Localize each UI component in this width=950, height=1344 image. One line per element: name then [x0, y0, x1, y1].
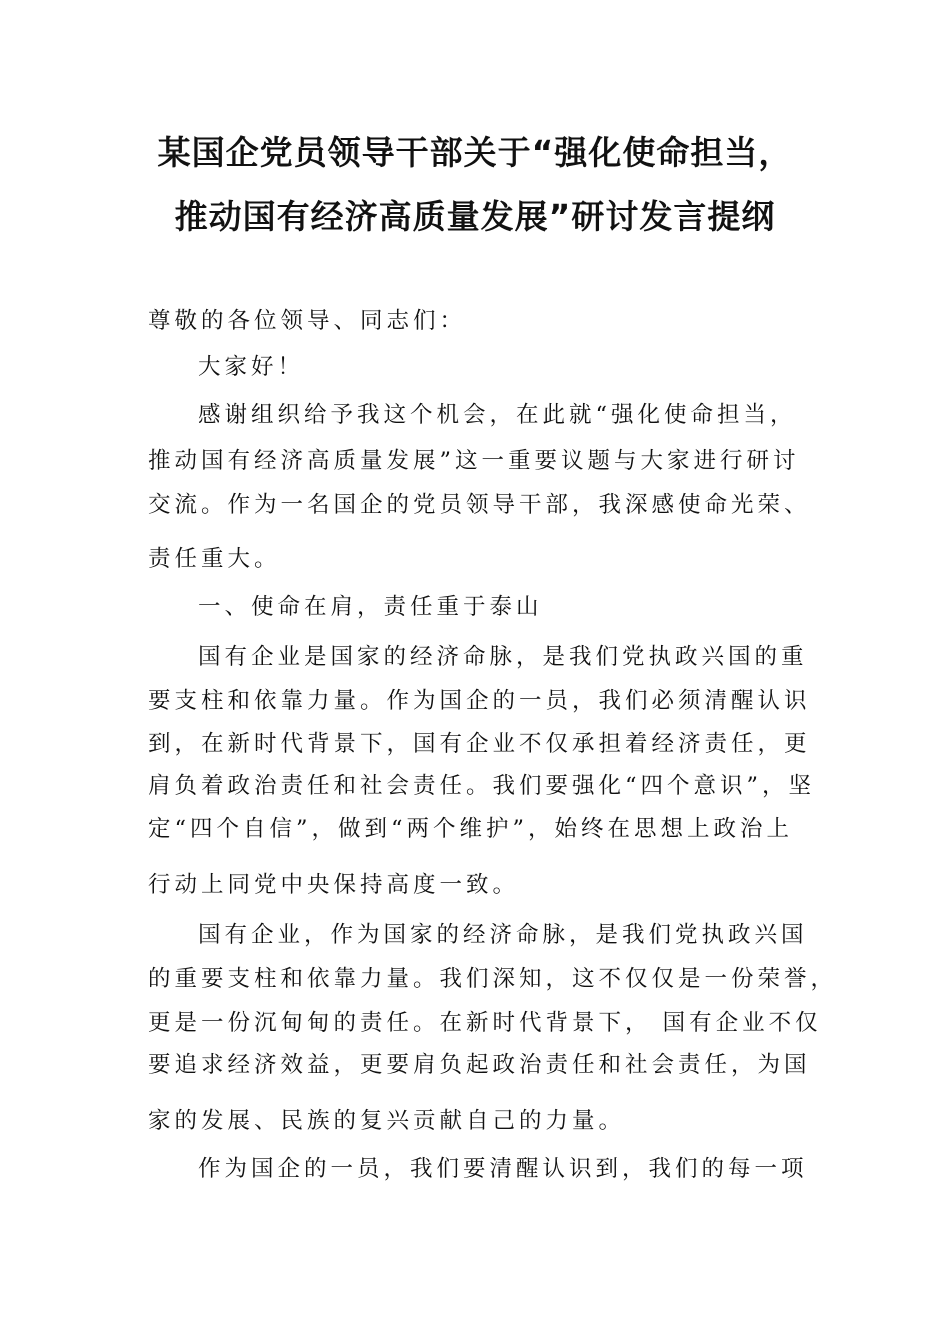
paragraph-line: 要支柱和依靠力量。作为国企的一员，我们必须清醒认识	[148, 688, 811, 714]
paragraph-line: 家的发展、民族的复兴贡献自己的力量。	[148, 1108, 626, 1134]
paragraph-line: 要追求经济效益，更要肩负起政治责任和社会责任，为国	[148, 1052, 811, 1078]
paragraph-line: 国有企业，作为国家的经济命脉，是我们党执政兴国	[198, 922, 808, 948]
paragraph-line: 国有企业是国家的经济命脉，是我们党执政兴国的重	[198, 644, 808, 670]
paragraph-line: 行动上同党中央保持高度一致。	[148, 872, 520, 898]
paragraph-line: 定“四个自信”，做到“两个维护”，始终在思想上政治上	[148, 816, 794, 842]
document-title-line-1: 某国企党员领导干部关于“强化使命担当，	[157, 133, 793, 172]
greeting: 大家好！	[198, 354, 305, 380]
paragraph-line: 推动国有经济高质量发展”这一重要议题与大家进行研讨	[148, 448, 800, 474]
paragraph-line: 交流。作为一名国企的党员领导干部，我深感使命光荣、	[148, 492, 811, 518]
paragraph-line: 到，在新时代背景下，国有企业不仅承担着经济责任，更	[148, 731, 811, 757]
paragraph-line: 感谢组织给予我这个机会，在此就“强化使命担当，	[198, 402, 797, 428]
paragraph-line: 的重要支柱和依靠力量。我们深知，这不仅仅是一份荣誉，	[148, 966, 838, 992]
paragraph-line: 责任重大。	[148, 546, 281, 572]
section-heading: 一、使命在肩，责任重于泰山	[198, 594, 543, 620]
paragraph-line: 肩负着政治责任和社会责任。我们要强化“四个意识”，坚	[148, 773, 816, 799]
document-title-line-2: 推动国有经济高质量发展”研讨发言提纲	[174, 197, 776, 236]
salutation: 尊敬的各位领导、同志们：	[148, 308, 467, 334]
paragraph-line: 作为国企的一员，我们要清醒认识到，我们的每一项	[198, 1156, 808, 1182]
paragraph-line: 更是一份沉甸甸的责任。在新时代背景下， 国有企业不仅	[148, 1010, 822, 1036]
